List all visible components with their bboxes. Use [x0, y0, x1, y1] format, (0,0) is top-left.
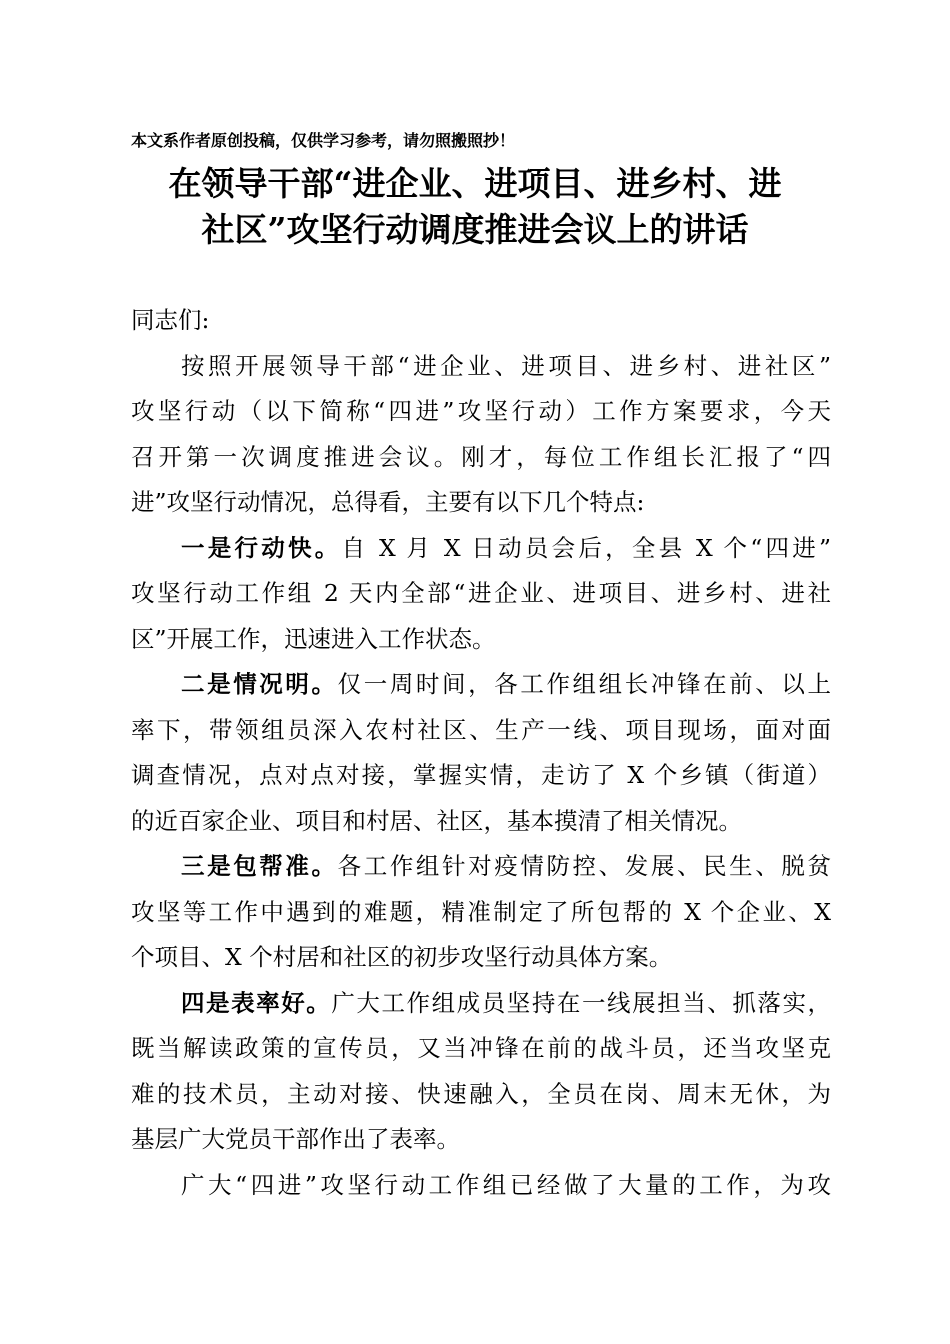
line-text: 率下，带领组员深入农村社区、生产一线、项目现场，面对面 [131, 715, 831, 744]
paragraph-line [131, 480, 831, 526]
line-text: 难的技术员，主动对接、快速融入，全员在岗、周末无休，为 [131, 1079, 831, 1108]
paragraph-line [131, 935, 831, 981]
line-text: 各工作组针对疫情防控、发展、民生、脱贫 [337, 852, 831, 880]
paragraph-line [131, 344, 831, 390]
point-heading: 三是包帮准。 [181, 852, 338, 880]
line-text: 进”攻坚行动情况，总得看，主要有以下几个特点: [131, 488, 645, 516]
paragraph-line [131, 571, 831, 617]
paragraph-line [131, 526, 831, 572]
line-text: 攻坚行动工作组 2 天内全部“进企业、进项目、进乡村、进社 [131, 579, 831, 607]
paragraph-line [131, 981, 831, 1027]
point-heading: 二是情况明。 [181, 670, 338, 698]
line-text: 自 X 月 X 日动员会后，全县 X 个“四进” [341, 533, 832, 562]
line-text: 的近百家企业、项目和村居、社区，基本摸清了相关情况。 [131, 806, 742, 835]
document-title-line-2: 社区”攻坚行动调度推进会议上的讲话 [201, 210, 749, 249]
paragraph-line [131, 662, 831, 708]
line-text: 攻坚行动（以下简称“四进”攻坚行动）工作方案要求，今天 [131, 397, 831, 425]
point-heading: 一是行动快。 [181, 533, 342, 562]
document-title-line-1: 在领导干部“进企业、进项目、进乡村、进 [168, 164, 782, 203]
copyright-notice: 本文系作者原创投稿，仅供学习参考，请勿照搬照抄！ [131, 131, 516, 150]
paragraph-line [131, 1117, 831, 1163]
line-text: 仅一周时间，各工作组组长冲锋在前、以上 [337, 670, 831, 698]
line-text: 个项目、X 个村居和社区的初步攻坚行动具体方案。 [131, 943, 673, 971]
paragraph-line [131, 389, 831, 435]
line-text: 按照开展领导干部“进企业、进项目、进乡村、进社区” [181, 351, 831, 380]
paragraph-line [131, 708, 831, 754]
salutation-line [131, 298, 831, 344]
paragraph-line [131, 844, 831, 890]
paragraph-line [131, 753, 831, 799]
line-text: 区”开展工作，迅速进入工作状态。 [131, 624, 496, 653]
line-text: 既当解读政策的宣传员，又当冲锋在前的战斗员，还当攻坚克 [131, 1034, 831, 1062]
line-text: 基层广大党员干部作出了表率。 [131, 1125, 460, 1153]
speech-body [131, 298, 831, 1208]
line-text: 调查情况，点对点对接，掌握实情，走访了 X 个乡镇（街道） [131, 761, 831, 789]
point-heading: 四是表率好。 [181, 988, 332, 1017]
paragraph-line [131, 1163, 831, 1209]
paragraph-line [131, 435, 831, 481]
line-text: 攻坚等工作中遇到的难题，精准制定了所包帮的 X 个企业、X [131, 897, 831, 926]
line-text: 广大“四进”攻坚行动工作组已经做了大量的工作，为攻 [181, 1170, 831, 1199]
line-text: 广大工作组成员坚持在一线展担当、抓落实， [331, 988, 832, 1017]
paragraph-line [131, 799, 831, 845]
paragraph-line [131, 617, 831, 663]
paragraph-line [131, 1072, 831, 1118]
line-text: 同志们: [131, 306, 210, 334]
line-text: 召开第一次调度推进会议。刚才，每位工作组长汇报了“四 [131, 442, 831, 471]
paragraph-line [131, 890, 831, 936]
paragraph-line [131, 1026, 831, 1072]
